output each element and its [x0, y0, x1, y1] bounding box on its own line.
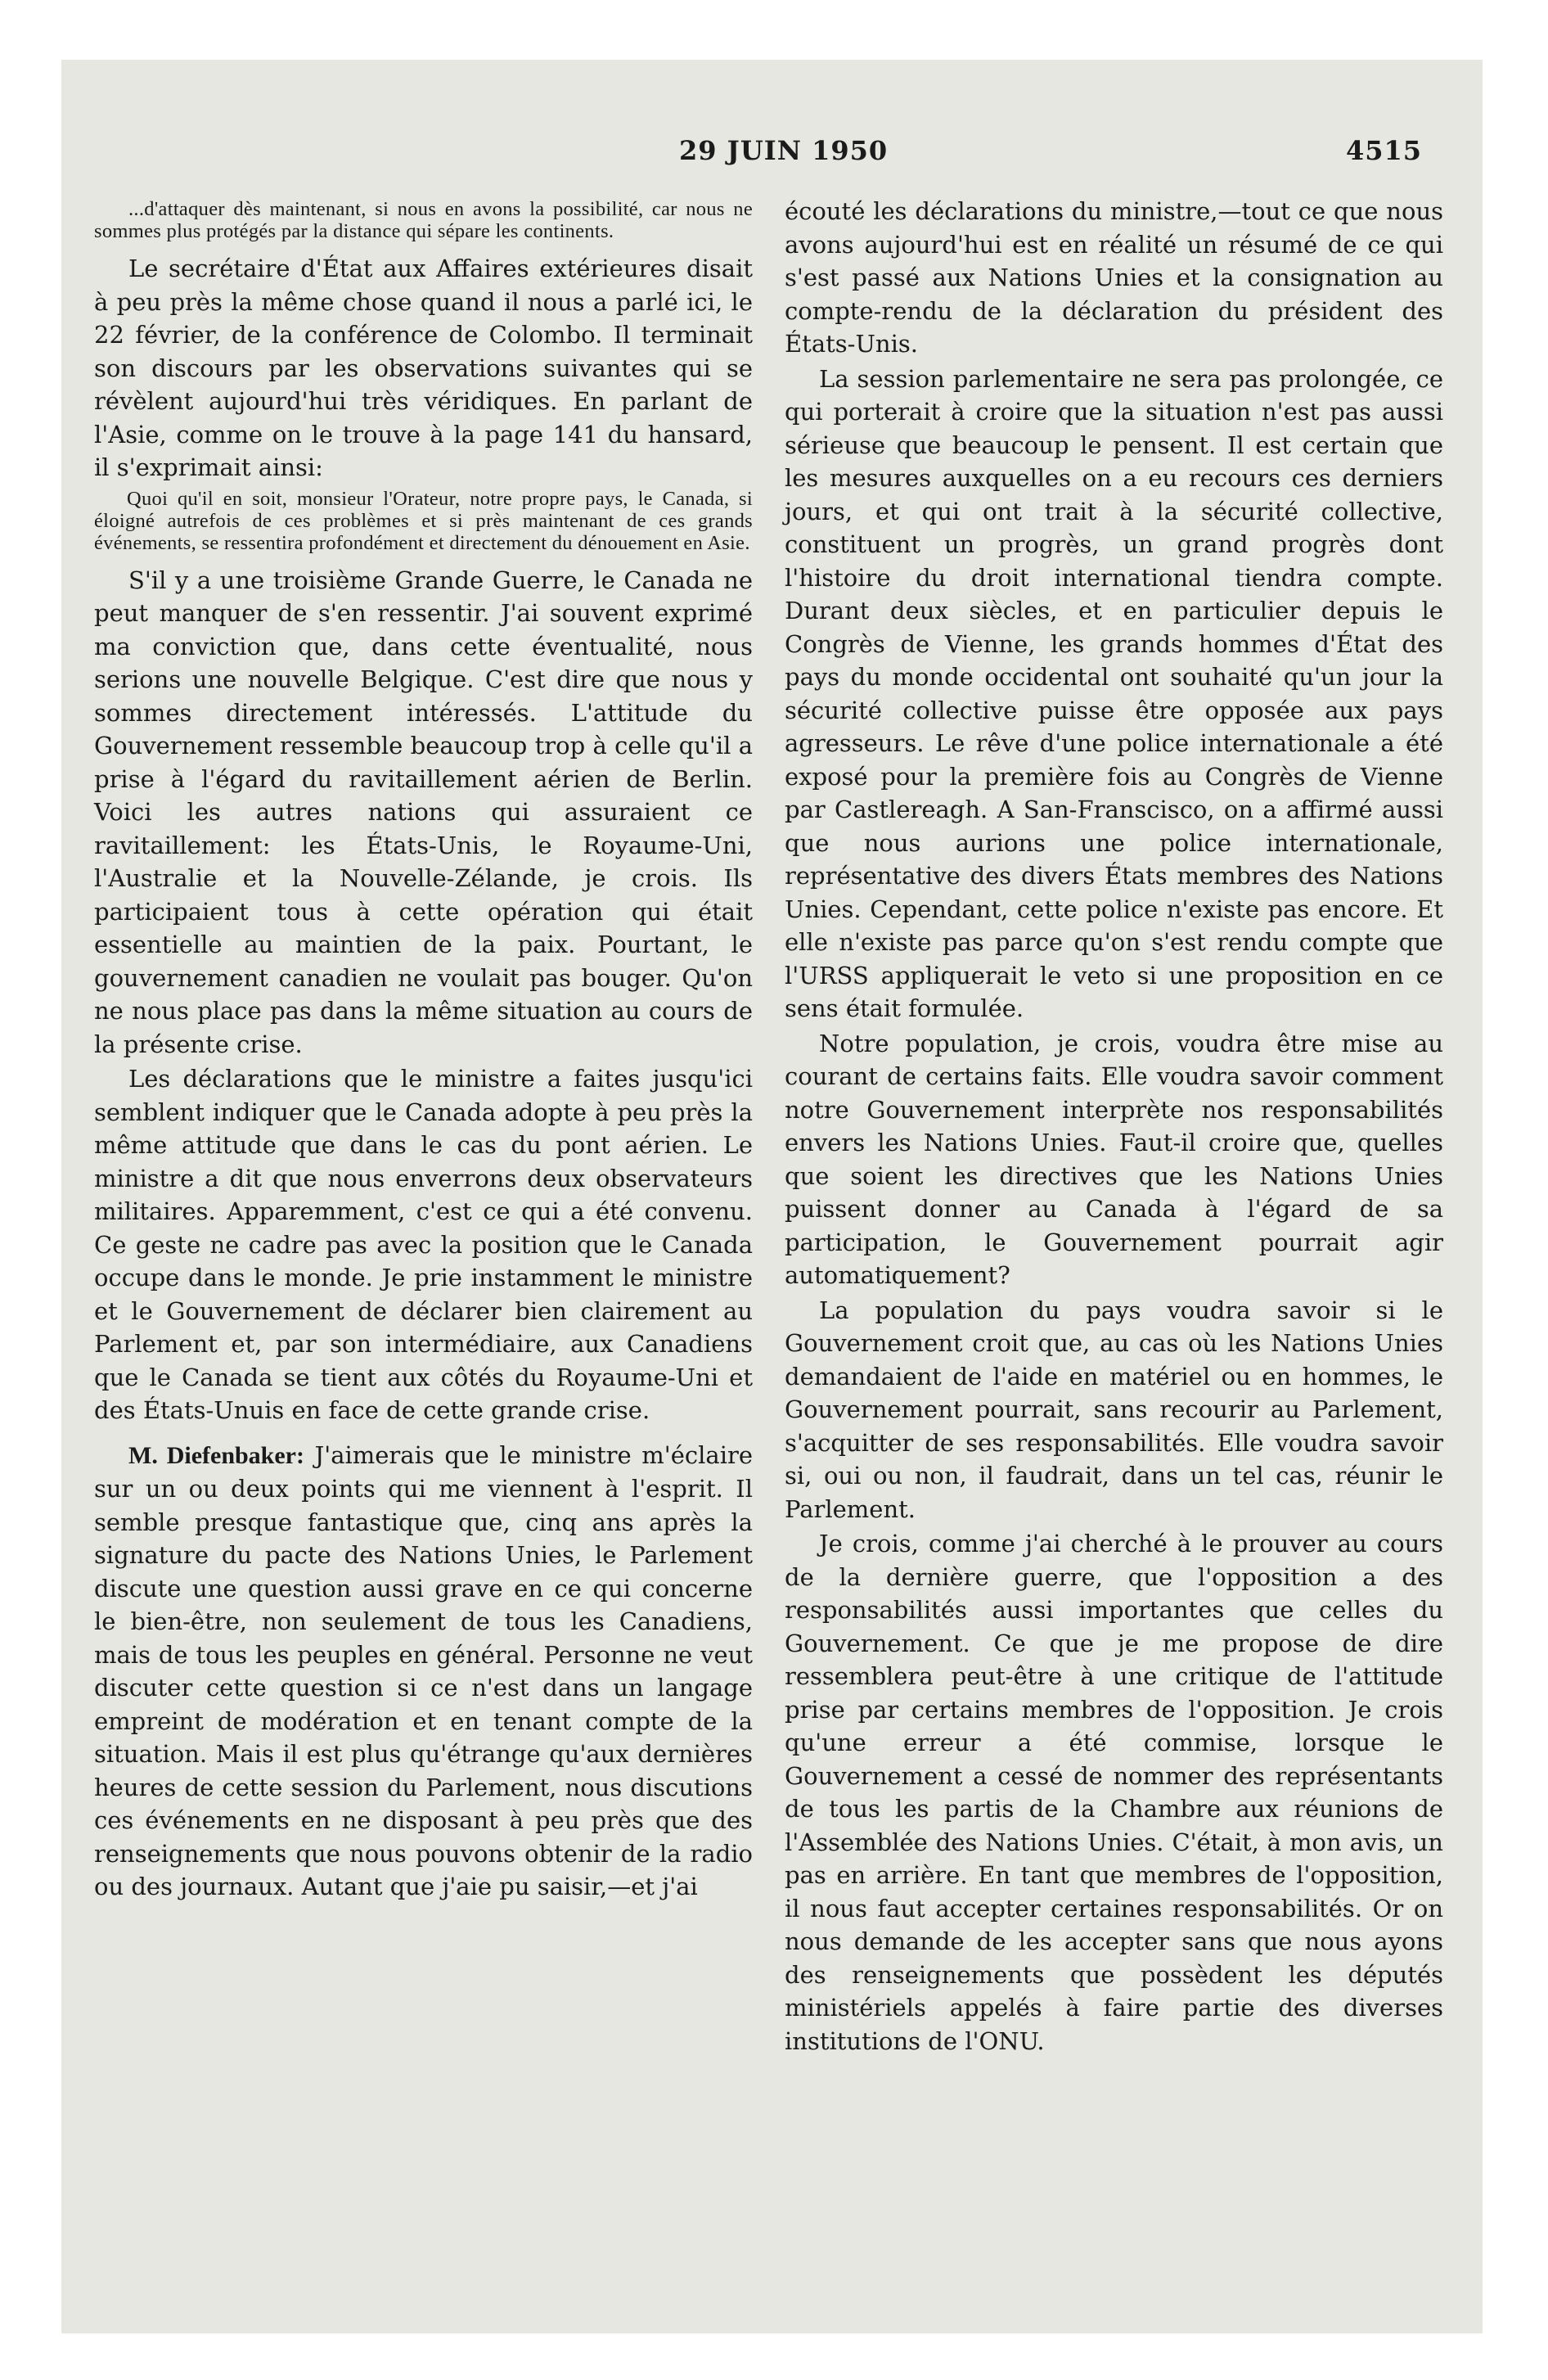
speaker-name: M. Diefenbaker:	[128, 1441, 304, 1469]
paragraph: La population du pays voudra savoir si le Gouvernement croit que, au cas où les Nations Unies demandaient de l'aide en matériel ou en hommes, le Gouvernement pourrait, sans recourir au Parlement, s'acquitter de ses responsabilités. Elle voudra savoir si, oui ou non, il faudrait, dans un tel cas, réunir le Parlement.	[785, 1296, 1443, 1523]
scanned-page	[61, 60, 1483, 2333]
paragraph: Les déclarations que le ministre a faites jusqu'ici semblent indiquer que le Canada adopte à peu près la même attitude que dans le cas du pont aérien. Le ministre a dit que nous enverrons deux observateurs militaires. Apparemment, c'est ce qui a été convenu. Ce geste ne cadre pas avec la position que le Canada occupe dans le monde. Je prie instamment le ministre et le Gouvernement de déclarer bien clairement au Parlement et, par son intermédiaire, aux Canadiens que le Canada se tient aux côtés du Royaume-Uni et des États-Unuis en face de cette grande crise.	[94, 1065, 753, 1424]
speaker-paragraph	[94, 1439, 753, 1904]
quotation-continued: ...d'attaquer dès maintenant, si nous en avons la possibilité, car nous ne sommes plus protégés par la distance qui sépare les continents.	[94, 198, 753, 242]
paragraph: Le secrétaire d'État aux Affaires extérieures disait à peu près la même chose quand il nous a parlé ici, le 22 février, de la conférence de Colombo. Il terminait son discours par les observations suivantes qui se révèlent aujourd'hui très véridiques. En parlant de l'Asie, comme on le trouve à la page 141 du hansard, il s'exprimait ainsi:	[94, 255, 753, 481]
paragraph-continued: écouté les déclarations du ministre,—tout ce que nous avons aujourd'hui est en réalité un résumé de ce qui s'est passé aux Nations Unies et la consignation au compte-rendu de la déclaration du président des États-Unis.	[785, 197, 1443, 358]
paragraph: Notre population, je crois, voudra être mise au courant de certains faits. Elle voudra savoir comment notre Gouvernement interprète nos responsabilités envers les Nations Unies. Faut-il croire que, quelles que soient les directives que les Nations Unies puissent donner au Canada à l'égard de sa participation, le Gouvernement pourrait agir automatiquement?	[785, 1029, 1443, 1289]
page-header	[61, 135, 1483, 176]
page-number: 4515	[1345, 135, 1422, 166]
paragraph: S'il y a une troisième Grande Guerre, le Canada ne peut manquer de s'en ressentir. J'ai souvent exprimé ma conviction que, dans cette éventualité, nous serions une nouvelle Belgique. C'est dire que nous y sommes directement intéressés. L'attitude du Gouvernement ressemble beaucoup trop à celle qu'il a prise à l'égard du ravitaillement aérien de Berlin. Voici les autres nations qui assuraient ce ravitaillement: les États-Unis, le Royaume-Uni, l'Australie et la Nouvelle-Zélande, je crois. Ils participaient tous à cette opération qui était essentielle au maintien de la paix. Pourtant, le gouvernement canadien ne voulait pas bouger. Qu'on ne nous place pas dans la même situation au cours de la présente crise.	[94, 566, 753, 1058]
paragraph: Je crois, comme j'ai cherché à le prouver au cours de la dernière guerre, que l'opposition a des responsabilités aussi importantes que celles du Gouvernement. Ce que je me propose de dire ressemblera peut-être à une critique de l'attitude prise par certains membres de l'opposition. Je crois qu'une erreur a été commise, lorsque le Gouvernement a cessé de nommer des représentants de tous les partis de la Chambre aux réunions de l'Assemblée des Nations Unies. C'était, à mon avis, un pas en arrière. En tant que membres de l'opposition, il nous faut accepter certaines responsabilités. Or on nous demande de les accepter sans que nous ayons des renseignements que possèdent les députés ministériels appelés à faire partie des diverses institutions de l'ONU.	[785, 1530, 1443, 2055]
speech-text: J'aimerais que le ministre m'éclaire sur un ou deux points qui me viennent à l'esprit. Il semble presque fantastique que, cinq ans après la signature du pacte des Nations Unies, le Parlement discute une question aussi grave en ce qui concerne le bien-être, non seulement de tous les Canadiens, mais de tous les peuples en général. Personne ne veut discuter cette question si ce n'est dans un langage empreint de modération et en tenant compte de la situation. Mais il est plus qu'étrange qu'aux dernières heures de cette session du Parlement, nous discutions ces événements en ne disposant à peu près que des renseignements que nous pouvons obtenir de la radio ou des journaux. Autant que j'aie pu saisir,—et j'ai	[94, 1440, 754, 1900]
quotation: Quoi qu'il en soit, monsieur l'Orateur, notre propre pays, le Canada, si éloigné autrefois de ces problèmes et si près maintenant de ces grands événements, se ressentira profondément et directement du dénouement en Asie.	[94, 487, 753, 554]
header-date: 29 JUIN 1950	[679, 135, 889, 166]
paragraph: La session parlementaire ne sera pas prolongée, ce qui porterait à croire que la situation n'est pas aussi sérieuse que beaucoup le pensent. Il est certain que les mesures auxquelles on a eu recours ces derniers jours, et qui ont trait à la sécurité collective, constituent un progrès, un grand progrès dont l'histoire du droit international tiendra compte. Durant deux siècles, et en particulier depuis le Congrès de Vienne, les grands hommes d'État des pays du monde occidental ont souhaité qu'un jour la sécurité collective puisse être opposée aux pays agresseurs. Le rêve d'une police internationale a été exposé pour la première fois au Congrès de Vienne par Castlereagh. A San-Franscisco, on a affirmé aussi que nous aurions une police internationale, représentative des divers États membres des Nations Unies. Cependant, cette police n'existe pas encore. Et elle n'existe pas parce qu'on s'est rendu compte que l'URSS appliquerait le veto si une proposition en ce sens était formulée.	[785, 364, 1443, 1022]
left-column	[94, 195, 753, 1905]
right-column	[785, 195, 1443, 2059]
